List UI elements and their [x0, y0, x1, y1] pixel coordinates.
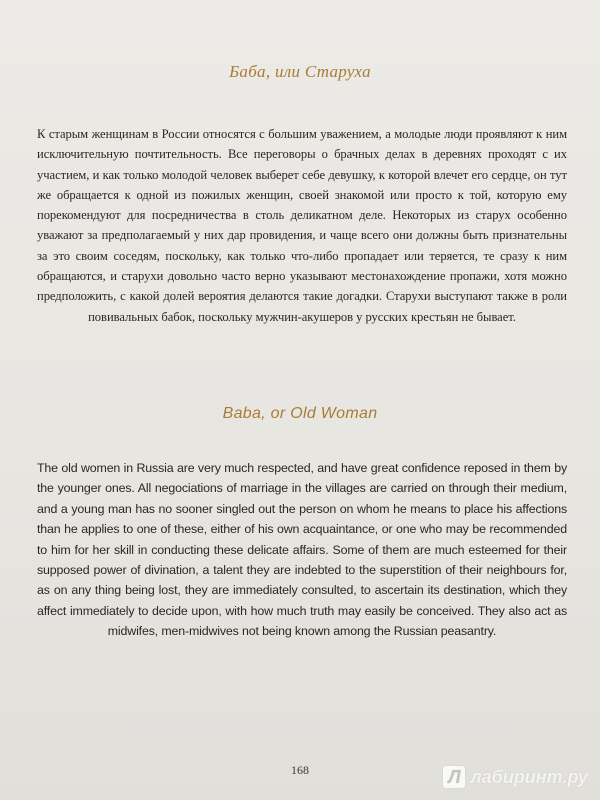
watermark-text: лабиринт.ру — [470, 766, 588, 787]
english-paragraph: The old women in Russia are very much respected, and have great confidence reposed in them by the younger ones. All negociations of marriage in the villages are carried on through their medium, and a young man has no sooner singled out the person on whom he means to place his affections than he applies to one of these, either of his own acquaintance, or one who may be recommended to him for her skill in conducting these delicate affairs. Some of them are much esteemed for their supposed power of divination, a talent they are indebted to the superstition of their neighbours for, as on any thing being lost, they are immediately consulted, to ascertain its destination, which they affect immediately to decide upon, with how much truth may easily be conceived. They also act as midwifes, men-midwives not being known among the Russian peasantry. — [37, 461, 567, 639]
russian-title: Баба, или Старуха — [229, 62, 371, 81]
russian-paragraph: К старым женщинам в России относятся с большим уважением, а молодые люди проявляют к ним исключительную почтительность. Все переговоры о брачных делах в деревнях проходят с их участием, и как только молодой человек выберет себе девушку, к которой влечет его сердце, он тут же обращается к одной из пожилых женщин, своей знакомой или просто к той, которую ему порекомендуют для посредничества в столь деликатном деле. Некоторых из старух особенно уважают за предполагаемый у них дар провидения, и чаще всего они должны быть признательны за это своим соседям, поскольку, как только что-либо пропадает или теряется, те сразу к ним обращаются, и старухи довольно часто верно указывают местонахождение пропажи, хотя можно предположить, с какой долей вероятия делаются такие догадки. Старухи выступают также в роли повивальных бабок, поскольку мужчин-акушеров у русских крестьян не бывает. — [37, 127, 567, 324]
english-title: Baba, or Old Woman — [222, 405, 378, 422]
watermark — [443, 766, 588, 788]
labirint-logo-icon — [443, 766, 465, 788]
page-number: 168 — [291, 763, 309, 777]
